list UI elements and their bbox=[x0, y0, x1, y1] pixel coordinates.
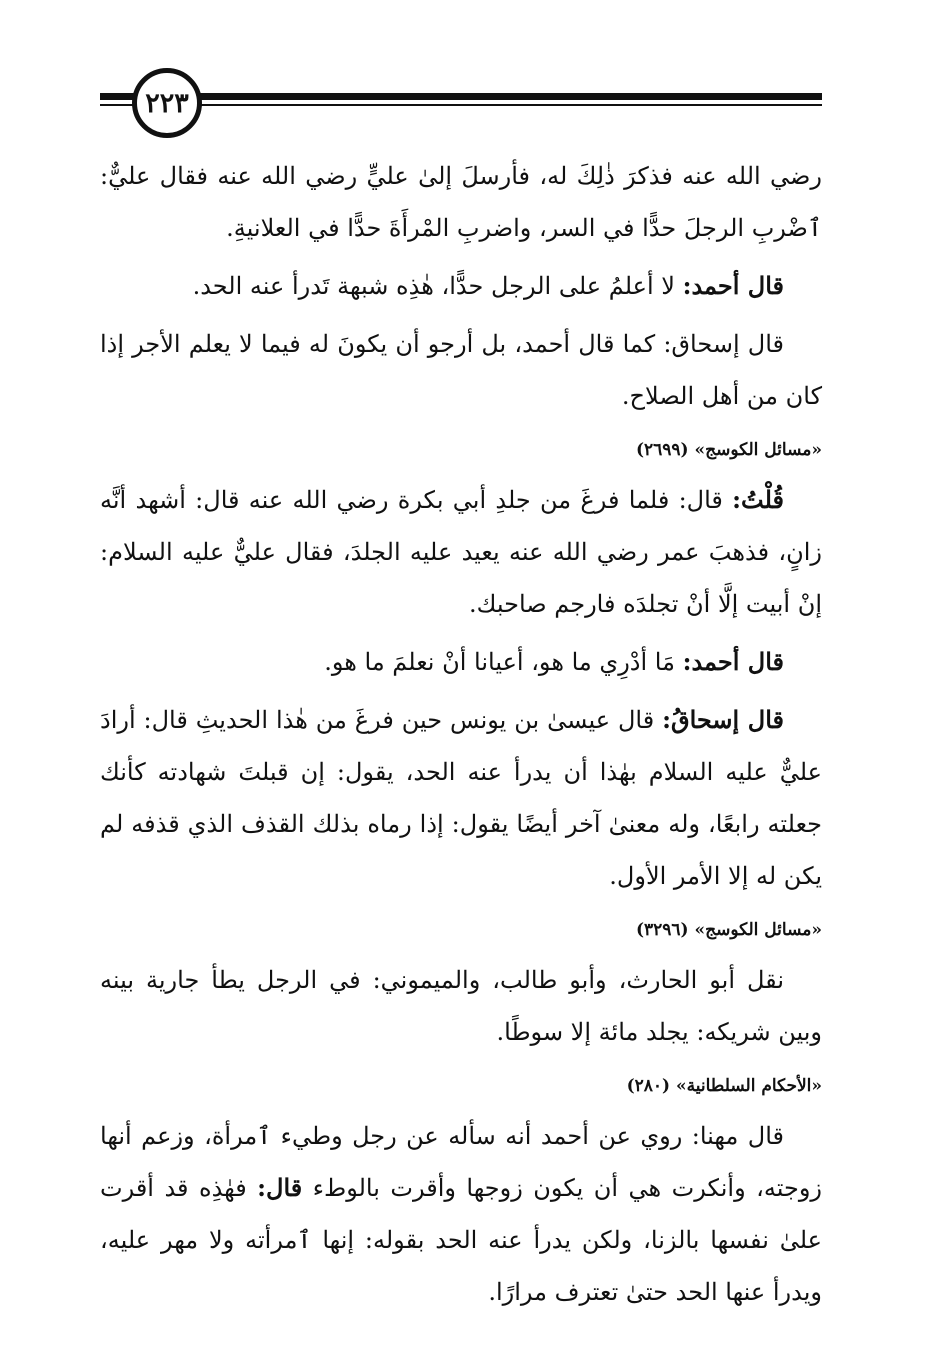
paragraph-text: نقل أبو الحارث، وأبو طالب، والميموني: في الرجل يطأ جارية بينه وبين شريكه: يجلد مائة إلا سوطًا. bbox=[100, 966, 822, 1046]
paragraph-text: قال إسحاق: كما قال أحمد، بل أرجو أن يكونَ له فيما لا يعلم الأجر إذا كان من أهل الصلاح. bbox=[100, 330, 822, 410]
paragraph bbox=[100, 694, 822, 902]
header-rule-thick bbox=[100, 93, 822, 100]
source-citation: «مسائل الكوسج» (٣٢٩٦) bbox=[635, 920, 822, 940]
paragraph-text: قال مهنا: روي عن أحمد أنه سأله عن رجل وطيء ٱمرأة، وزعم أنها زوجته، وأنكرت هي أن يكون زوجها وأقرت بالوطء bbox=[100, 1122, 822, 1202]
paragraph bbox=[100, 318, 822, 422]
page-number: ٢٢٣ bbox=[132, 68, 202, 138]
paragraph bbox=[100, 954, 822, 1058]
paragraph bbox=[100, 1110, 822, 1318]
paragraph-text: مَا أدْرِي ما هو، أعيانا أنْ نعلمَ ما هو. bbox=[324, 648, 683, 676]
speaker-label: قال: bbox=[257, 1173, 303, 1202]
speaker-label: قال إسحاقُ: bbox=[662, 705, 785, 734]
page-body bbox=[100, 150, 822, 1318]
header-rule-thin bbox=[100, 104, 822, 106]
paragraph bbox=[100, 474, 822, 630]
paragraph bbox=[100, 150, 822, 254]
paragraph-text: لا أعلمُ على الرجل حدًّا، هٰذِه شبهة تَدرأ عنه الحد. bbox=[192, 272, 683, 300]
source-citation: «الأحكام السلطانية» (٢٨٠) bbox=[626, 1076, 822, 1096]
speaker-label: قال أحمد: bbox=[682, 271, 784, 300]
paragraph-text: قال عيسىٰ بن يونس حين فرغَ من هٰذا الحديثِ قال: أرادَ عليٌّ عليه السلام بهٰذا أن يدرأ عنه الحد، يقول: إن قبلتَ شهادته كأنك جعلته رابعًا، وله معنىٰ آخر أيضًا يقول: إذا رماه بذلك القذف الذي قذفه لم يكن له إلا الأمر الأول. bbox=[100, 706, 822, 890]
paragraph-text: فهٰذِه قد أقرت علىٰ نفسها بالزنا، ولكن يدرأ عنه الحد بقوله: إنها ٱمرأته ولا مهر عليه، ويدرأ عنها الحد حتىٰ تعترف مرارًا. bbox=[100, 1174, 822, 1306]
paragraph-text: رضي الله عنه فذكرَ ذٰلِكَ له، فأرسلَ إلىٰ عليٍّ رضي الله عنه فقال عليٌّ: ٱضْربِ الرجلَ حدًّا في السر، واضربِ المْرأَةَ حدًّا في العلانيةِ. bbox=[100, 162, 822, 242]
paragraph bbox=[100, 260, 822, 312]
speaker-label: قُلْتُ: bbox=[732, 485, 784, 514]
paragraph-text: قال: فلما فرغَ من جلدِ أبي بكرة رضي الله عنه قال: أشهد أنَّه زانٍ، فذهبَ عمر رضي الله عنه يعيد عليه الجلدَ، فقال عليٌّ عليه السلام: إنْ أبيت إلَّا أنْ تجلدَه فارجم صاحبك. bbox=[100, 486, 822, 618]
source-citation: «مسائل الكوسج» (٢٦٩٩) bbox=[635, 440, 822, 460]
speaker-label: قال أحمد: bbox=[682, 647, 784, 676]
paragraph bbox=[100, 636, 822, 688]
